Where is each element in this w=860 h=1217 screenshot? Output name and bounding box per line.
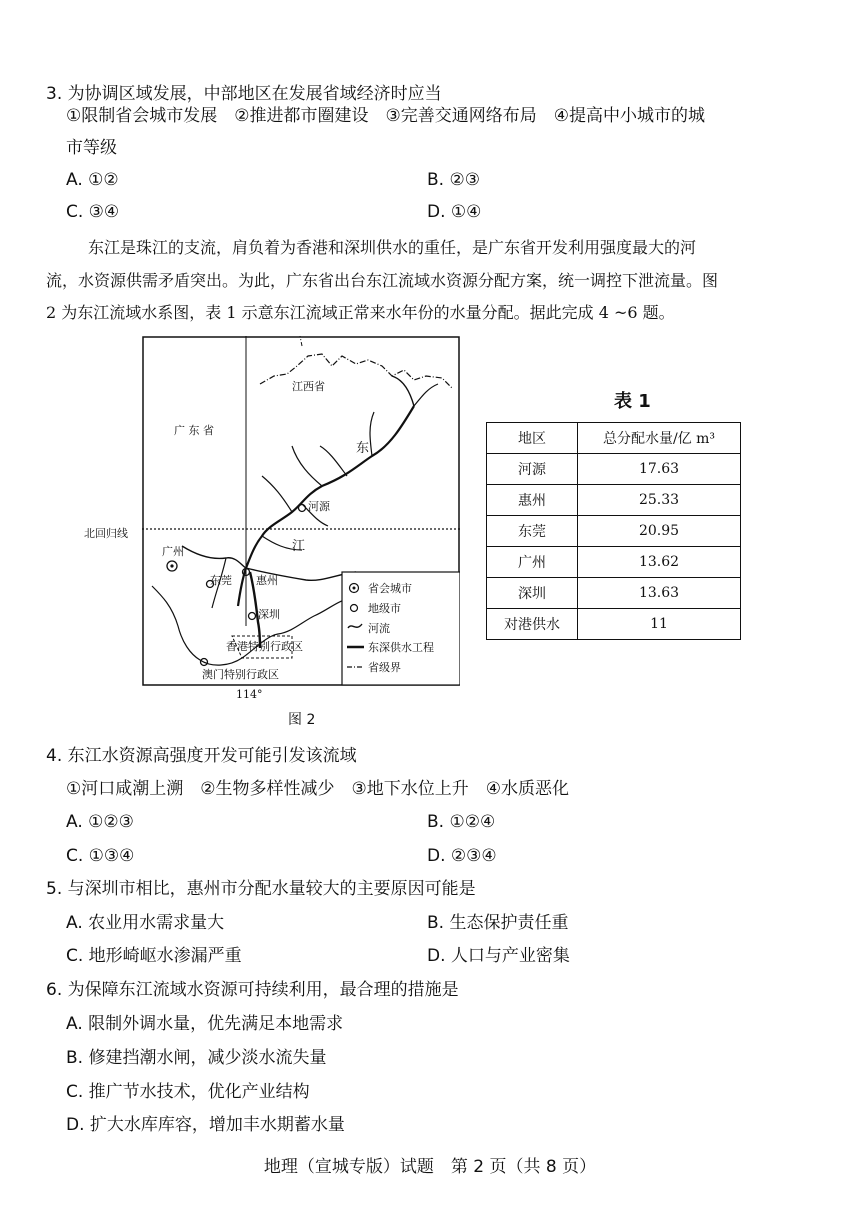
table-row <box>487 578 741 609</box>
label-shenzhen: 深圳 <box>258 608 280 621</box>
q5-option-a: A. 农业用水需求量大 <box>66 913 225 933</box>
table-cell: 河源 <box>487 454 578 485</box>
q3-stem: 3. 为协调区域发展，中部地区在发展省域经济时应当 <box>46 84 442 104</box>
table-row <box>487 454 741 485</box>
q5-option-b: B. 生态保护责任重 <box>427 913 569 933</box>
legend-boundary-label: 省级界 <box>368 661 401 674</box>
label-river-jiang: 江 <box>292 539 306 554</box>
table-cell: 13.63 <box>578 578 741 609</box>
shenzhen-marker <box>249 613 256 620</box>
table-header-row <box>487 423 741 454</box>
q3-option-a: A. ①② <box>66 170 119 190</box>
q3-options-line2: 市等级 <box>66 138 117 158</box>
label-longitude: 114° <box>236 688 263 701</box>
page-footer: 地理（宣城专版）试题 第 2 页（共 8 页） <box>263 1157 597 1177</box>
label-heyuan: 河源 <box>308 500 330 513</box>
table-row <box>487 547 741 578</box>
table-cell: 惠州 <box>487 485 578 516</box>
legend-river-label: 河流 <box>368 622 390 635</box>
table-cell: 广州 <box>487 547 578 578</box>
table-cell: 东莞 <box>487 516 578 547</box>
label-tropic: 北回归线 <box>84 527 128 540</box>
label-guangdong: 广 东 省 <box>174 424 214 437</box>
label-guangzhou: 广州 <box>162 545 184 558</box>
table-cell: 13.62 <box>578 547 741 578</box>
label-hk: 香港特别行政区 <box>226 640 303 653</box>
passage-line-3: 2 为东江流域水系图，表 1 示意东江流域正常来水年份的水量分配。据此完成 4 ~6 题。 <box>46 303 675 322</box>
coastline <box>152 586 352 665</box>
table-row <box>487 485 741 516</box>
table-row <box>487 516 741 547</box>
q5-option-c: C. 地形崎岖水渗漏严重 <box>66 946 242 966</box>
passage-line-2: 流，水资源供需矛盾突出。为此，广东省出台东江流域水资源分配方案，统一调控下泄流量。图 <box>46 271 719 290</box>
q6-stem: 6. 为保障东江流域水资源可持续利用，最合理的措施是 <box>46 980 459 1000</box>
q5-stem: 5. 与深圳市相比，惠州市分配水量较大的主要原因可能是 <box>46 879 476 899</box>
table-title: 表 1 <box>614 391 651 412</box>
q4-stem: 4. 东江水资源高强度开发可能引发该流域 <box>46 746 357 766</box>
q6-option-d: D. 扩大水库库容，增加丰水期蓄水量 <box>66 1115 345 1135</box>
q5-option-d: D. 人口与产业密集 <box>427 946 570 966</box>
q4-option-c: C. ①③④ <box>66 846 135 866</box>
q3-option-b: B. ②③ <box>427 170 480 190</box>
q6-option-c: C. 推广节水技术，优化产业结构 <box>66 1082 310 1102</box>
q4-option-a: A. ①②③ <box>66 812 134 832</box>
table-header-allocation: 总分配水量/亿 m³ <box>578 423 741 454</box>
q4-option-b: B. ①②④ <box>427 812 496 832</box>
q6-option-a: A. 限制外调水量，优先满足本地需求 <box>66 1014 344 1034</box>
q3-option-d: D. ①④ <box>427 202 482 222</box>
water-allocation-table <box>486 422 741 640</box>
q4-option-d: D. ②③④ <box>427 846 497 866</box>
provincial-boundary <box>260 354 452 388</box>
legend-project-label: 东深供水工程 <box>368 641 434 654</box>
passage-line-1: 东江是珠江的支流，肩负着为香港和深圳供水的重任，是广东省开发利用强度最大的河 <box>88 238 697 257</box>
table-cell: 17.63 <box>578 454 741 485</box>
table-cell: 对港供水 <box>487 609 578 640</box>
table-header-region: 地区 <box>487 423 578 454</box>
label-macau: 澳门特别行政区 <box>202 668 279 681</box>
table-cell: 11 <box>578 609 741 640</box>
heyuan-marker <box>299 505 306 512</box>
q3-options-line1: ①限制省会城市发展 ②推进都市圈建设 ③完善交通网络布局 ④提高中小城市的城 <box>66 106 705 126</box>
q3-option-c: C. ③④ <box>66 202 120 222</box>
label-huizhou: 惠州 <box>256 574 278 587</box>
table-cell: 25.33 <box>578 485 741 516</box>
table-cell: 20.95 <box>578 516 741 547</box>
q6-option-b: B. 修建挡潮水闸，减少淡水流失量 <box>66 1048 327 1068</box>
label-jiangxi: 江西省 <box>292 380 325 393</box>
table-cell: 深圳 <box>487 578 578 609</box>
table-row <box>487 609 741 640</box>
q4-options: ①河口咸潮上溯 ②生物多样性减少 ③地下水位上升 ④水质恶化 <box>66 779 569 799</box>
figure-caption: 图 2 <box>288 712 316 728</box>
label-river-dong: 东 <box>356 441 370 456</box>
legend-prefecture-label: 地级市 <box>368 602 401 615</box>
label-dongguan: 东莞 <box>210 574 232 587</box>
legend-capital-label: 省会城市 <box>368 582 412 595</box>
